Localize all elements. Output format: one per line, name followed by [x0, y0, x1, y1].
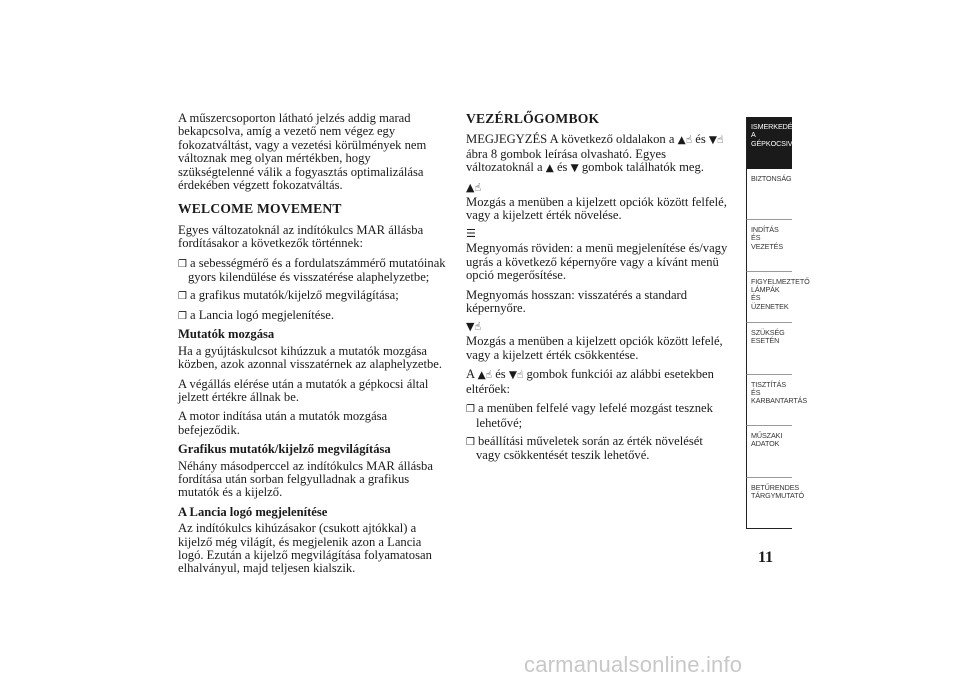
paragraph: A motor indítása után a mutatók mozgása befejeződik. [178, 409, 388, 437]
list-item: ❒ a sebességmérő és a fordulatszámmérő mutatóinak gyors kilendülése és visszatérése alaphelyzetbe; [178, 255, 446, 285]
paragraph: Néhány másodperccel az indítókulcs MAR állásba fordítása után sorban felgyulladnak a grafikus mutatók és a kijelző. [178, 458, 433, 500]
up-button-icon: ▲☝ [677, 134, 693, 147]
paragraph: Ha a gyújtáskulcsot kihúzzuk a mutatók mozgása közben, azok azonnal visszatérnek az alaphelyzetbe. [178, 343, 442, 372]
tab-maintenance[interactable]: TISZTÍTÁS ÉS KARBANTARTÁS [746, 375, 792, 427]
right-column [466, 112, 730, 468]
subheading-lancia-logo: A Lancia logó megjelenítése [178, 504, 328, 519]
tab-safety[interactable]: BIZTONSÁG [746, 169, 792, 221]
subheading-needle-movement: Mutatók mozgása [178, 327, 275, 342]
page-number: 11 [758, 549, 774, 566]
menu-short-description: Megnyomás röviden: a menü megjelenítése és/vagy ugrás a következő képernyőre vagy a kívánt menü opció megerősítése. [466, 241, 728, 283]
tab-index[interactable]: BETŰRENDES TÁRGYMUTATÓ [746, 478, 792, 530]
watermark: carmanualsonline.info [524, 652, 743, 677]
tab-getting-to-know[interactable]: ISMERKEDÉS A GÉPKOCSIVAL [746, 117, 792, 169]
welcome-paragraph: Egyes változatoknál az indítókulcs MAR állásba fordításakor a következők történnek: [178, 222, 424, 251]
checkbox-bullet-icon: ❒ [466, 436, 475, 448]
tab-warning-lights[interactable]: FIGYELMEZTETŐ LÁMPÁK ÉS ÜZENETEK [746, 272, 792, 324]
down-button-icon: ▼☝ [708, 134, 724, 147]
checkbox-bullet-icon: ❒ [178, 310, 187, 322]
chapter-tabs [746, 117, 810, 529]
paragraph: A végállás elérése után a mutatók a gépkocsi által jelzett értékre állnak be. [178, 376, 429, 404]
left-column [178, 112, 450, 582]
controls-heading: VEZÉRLŐGOMBOK [466, 111, 600, 126]
menu-button-icon: ☰ [466, 227, 476, 241]
down-button-icon: ▼☝ [508, 369, 524, 382]
note-paragraph: MEGJEGYZÉS A következő oldalakon a ▲☝ és ▼☝ ábra 8 gombok leírása olvasható. Egyes változatoknál a ▲ és ▼ gombok találhatók meg. [466, 132, 724, 175]
checkbox-bullet-icon: ❒ [466, 404, 475, 416]
menu-long-description: Megnyomás hosszan: visszatérés a standard képernyőre. [466, 287, 688, 316]
list-item: ❒ a grafikus mutatók/kijelző megvilágítása; [178, 288, 399, 303]
up-button-icon: ▲☝ [477, 369, 493, 382]
function-paragraph: A ▲☝ és ▼☝ gombok funkciói az alábbi esetekben eltérőek: [466, 367, 714, 396]
tab-emergency[interactable]: SZÜKSÉG ESETÉN [746, 323, 792, 375]
subheading-display-lighting: Grafikus mutatók/kijelző megvilágítása [178, 442, 391, 457]
up-description: Mozgás a menüben a kijelzett opciók között felfelé, vagy a kijelzett érték növelése. [466, 194, 727, 223]
paragraph: Az indítókulcs kihúzásakor (csukott ajtókkal) a kijelző még világít, és megjelenik azon a Lancia logó. Ezután a kijelző megvilágítása folyamatosan elhalványul, majd teljesen kialszik. [178, 521, 432, 576]
down-button-icon: ▼☝ [466, 320, 482, 334]
welcome-heading: WELCOME MOVEMENT [178, 201, 342, 217]
up-button-icon: ▲☝ [466, 180, 482, 194]
list-item: ❒ beállítási műveletek során az érték növelését vagy csökkentését teszik lehetővé. [466, 433, 703, 463]
intro-paragraph: A műszercsoporton látható jelzés addig marad bekapcsolva, amíg a vezető nem végez egy fokozatváltást, vagy a vezetési körülmények nem változnak meg olyan mértékben, hogy szükségtelenné válik a fogyasztás optimalizálása érdekében végzett fokozatváltás. [178, 111, 427, 193]
list-item: ❒ a menüben felfelé vagy lefelé mozgást tesznek lehetővé; [466, 401, 713, 430]
tab-starting-driving[interactable]: INDÍTÁS ÉS VEZETÉS [746, 220, 792, 272]
checkbox-bullet-icon: ❒ [178, 291, 187, 303]
tab-technical-data[interactable]: MŰSZAKI ADATOK [746, 426, 792, 478]
down-description: Mozgás a menüben a kijelzett opciók között lefelé, vagy a kijelzett érték csökkentése. [466, 334, 723, 362]
checkbox-bullet-icon: ❒ [178, 258, 187, 270]
triangle-up-icon: ▲ [545, 162, 554, 175]
list-item: ❒ a Lancia logó megjelenítése. [178, 307, 335, 322]
triangle-down-icon: ▼ [570, 162, 579, 175]
